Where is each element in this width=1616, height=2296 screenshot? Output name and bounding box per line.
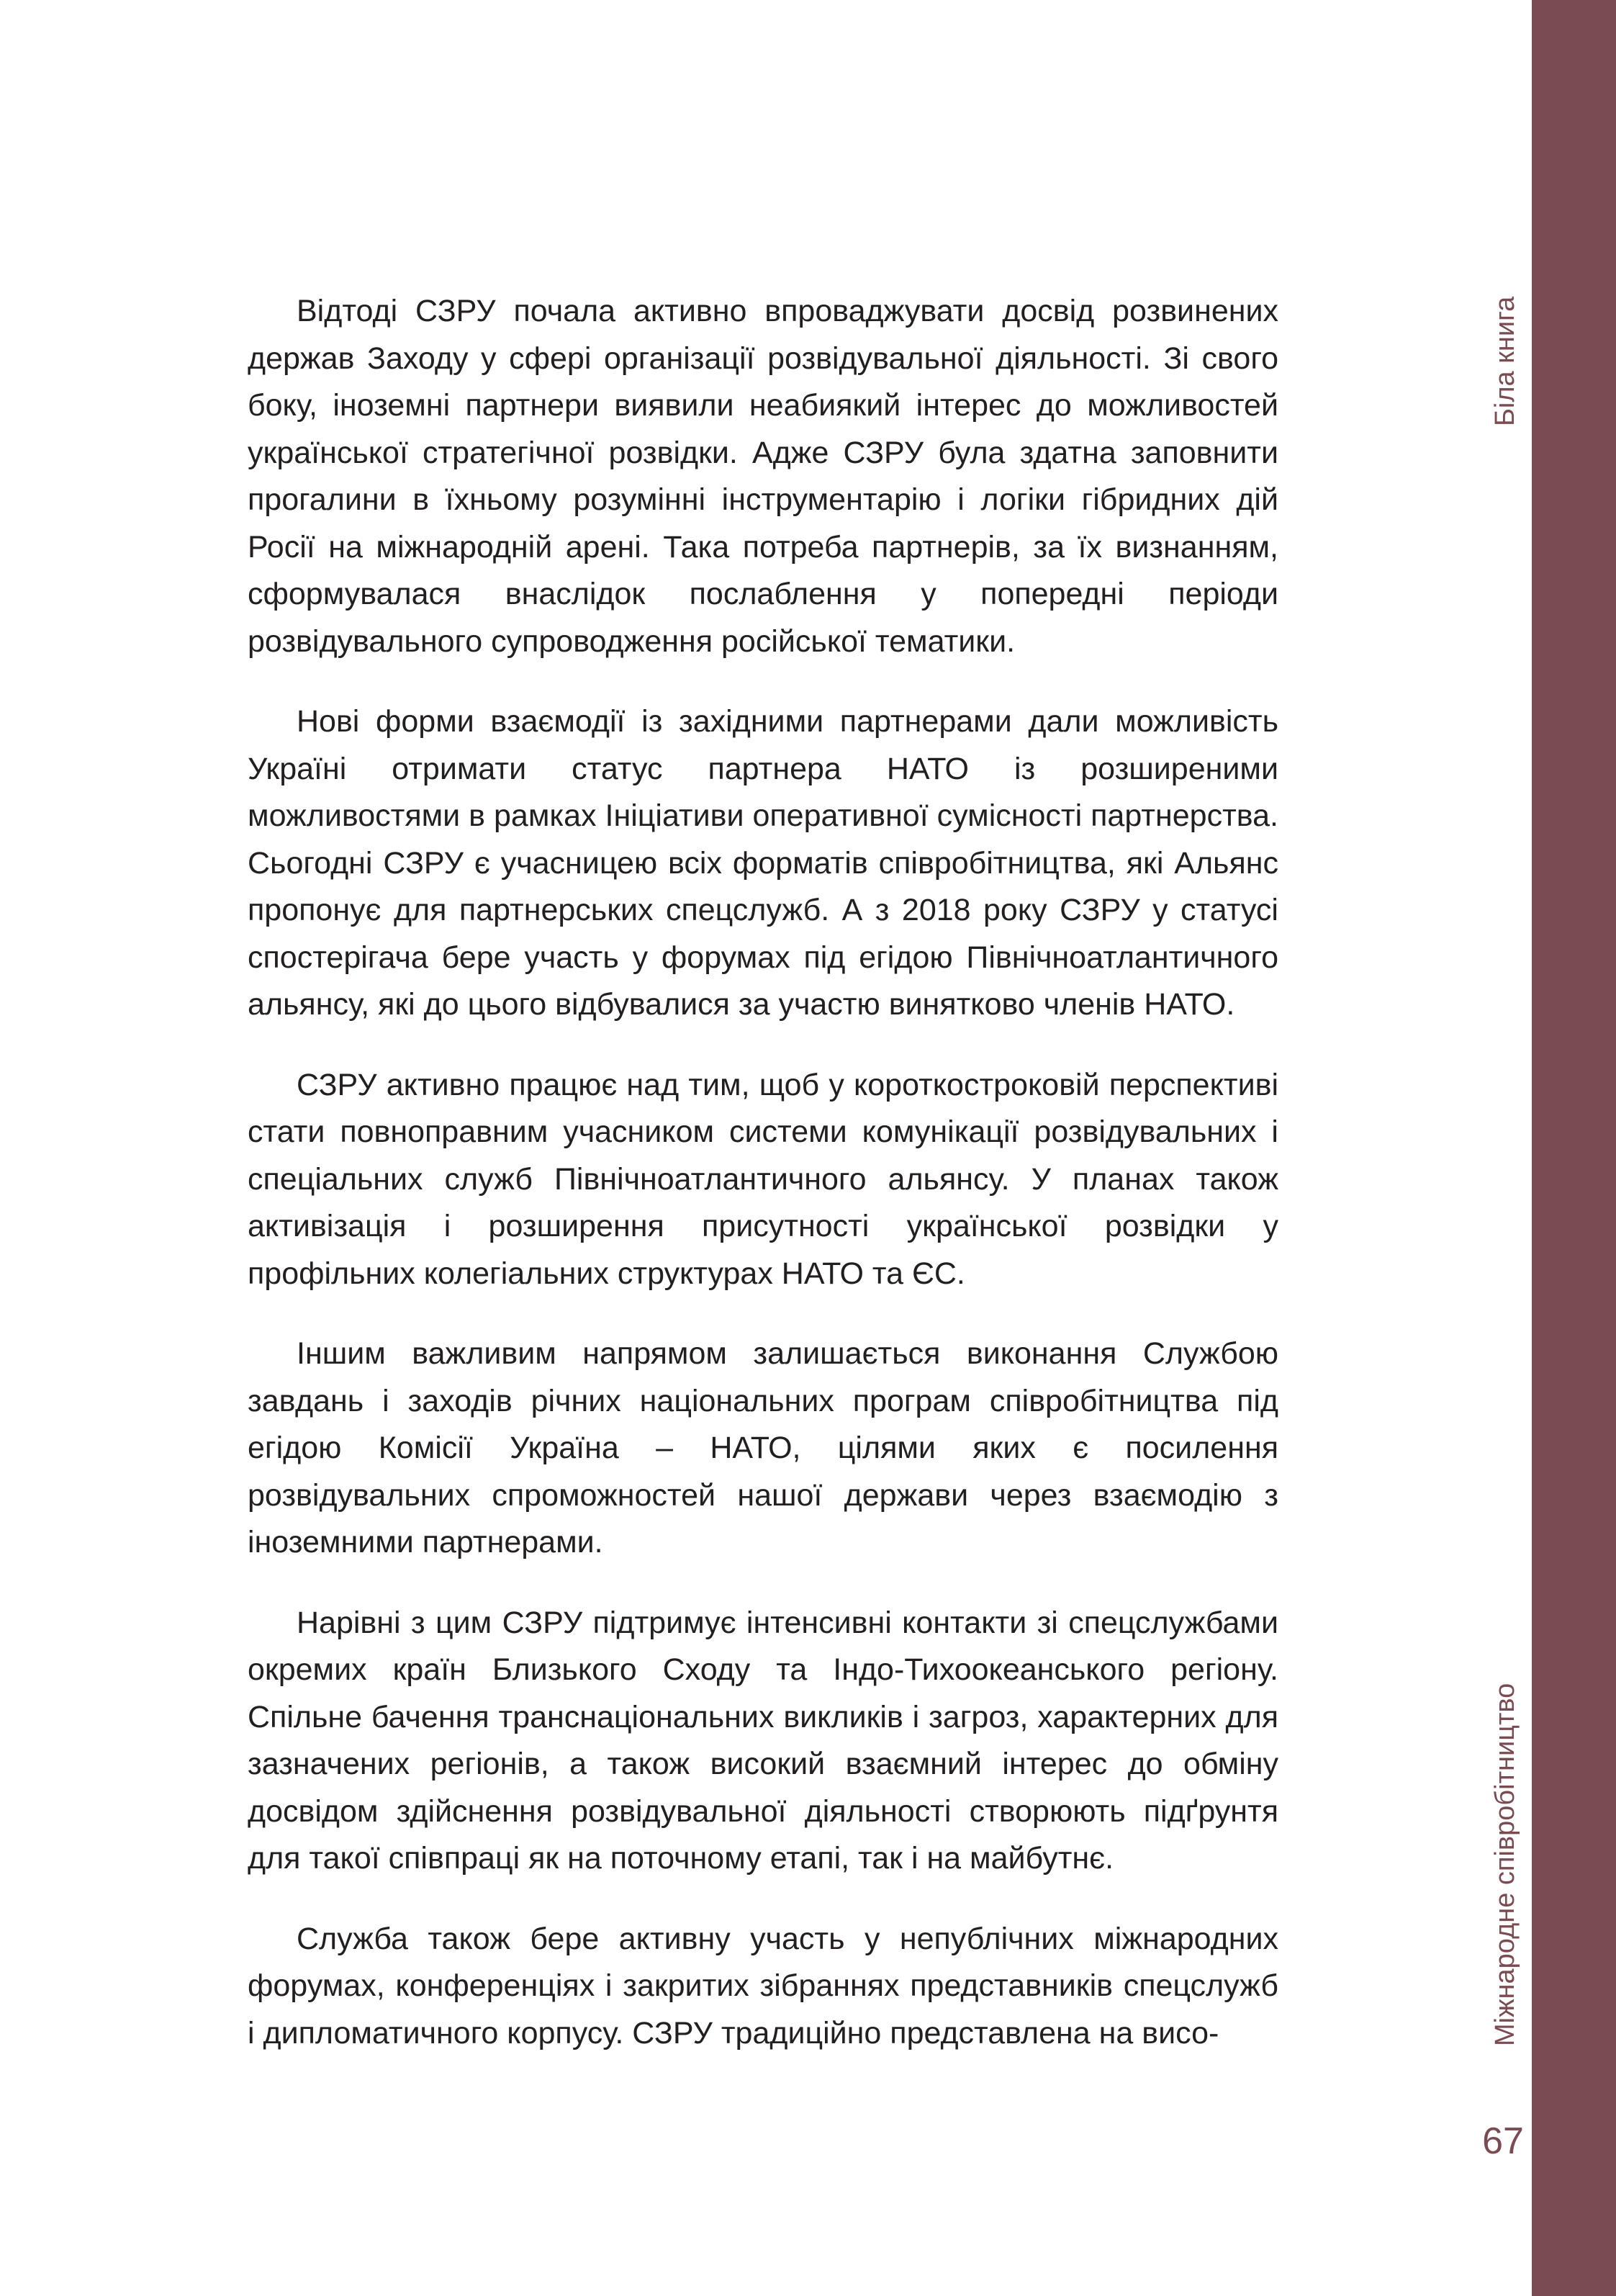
running-head-book-title: Біла книга (1490, 296, 1520, 426)
paragraph: Відтоді СЗРУ почала активно впроваджувати досвід розвинених держав Заходу у сфері організації розвідувальної діяльності. Зі свого боку, іноземні партнери виявили неабиякий інтерес до можливостей української стратегічної розвідки. Адже СЗРУ була здатна заповнити прогалини в їхньому розумінні інструментарію і логіки гібридних дій Росії на міжнародній арені. Така потреба партнерів, за їх визнанням, сформувалася внаслідок послаблення у попередні періоди розвідувального супроводження російської тематики. (248, 294, 1278, 659)
paragraph: Нові форми взаємодії із західними партнерами дали можливість Україні отримати статус партнера НАТО із розширеними можливостями в рамках Ініціативи оперативної сумісності партнерства. Сьогодні СЗРУ є учасницею всіх форматів співробітництва, які Альянс пропонує для партнерських спецслужб. А з 2018 року СЗРУ у статусі спостерігача бере участь у форумах під егідою Північноатлантичного альянсу, які до цього відбувалися за участю винятково членів НАТО. (248, 704, 1278, 1022)
paragraph: Служба також бере активну участь у непублічних міжнародних форумах, конференціях і закритих зібраннях представників спецслужб і дипломатичного корпусу. СЗРУ традиційно представлена на висо- (248, 1921, 1278, 2050)
sidebar-color-band (1532, 0, 1616, 2296)
body-text (248, 288, 1278, 2090)
paragraph: Нарівні з цим СЗРУ підтримує інтенсивні контакти зі спецслужбами окремих країн Близького Сходу та Індо-Тихоокеанського регіону. Спільне бачення транснаціональних викликів і загроз, характерних для зазначених регіонів, а також високий взаємний інтерес до обміну досвідом здійснення розвідувальної діяльності створюють підґрунтя для такої співпраці як на поточному етапі, так і на майбутнє. (248, 1605, 1278, 1876)
page-number: 67 (1482, 2120, 1524, 2162)
running-head-section-title: Міжнародне співробітництво (1490, 1683, 1520, 2046)
paragraph: СЗРУ активно працює над тим, щоб у короткостроковій перспективі стати повноправним учасником системи комунікації розвідувальних і спеціальних служб Північноатлантичного альянсу. У планах також активізація і розширення присутності української розвідки у профільних колегіальних структурах НАТО та ЄС. (248, 1067, 1278, 1291)
paragraph: Іншим важливим напрямом залишається виконання Службою завдань і заходів річних національних програм співробітництва під егідою Комісії Україна – НАТО, цілями яких є посилення розвідувальних спроможностей нашої держави через взаємодію з іноземними партнерами. (248, 1336, 1278, 1559)
